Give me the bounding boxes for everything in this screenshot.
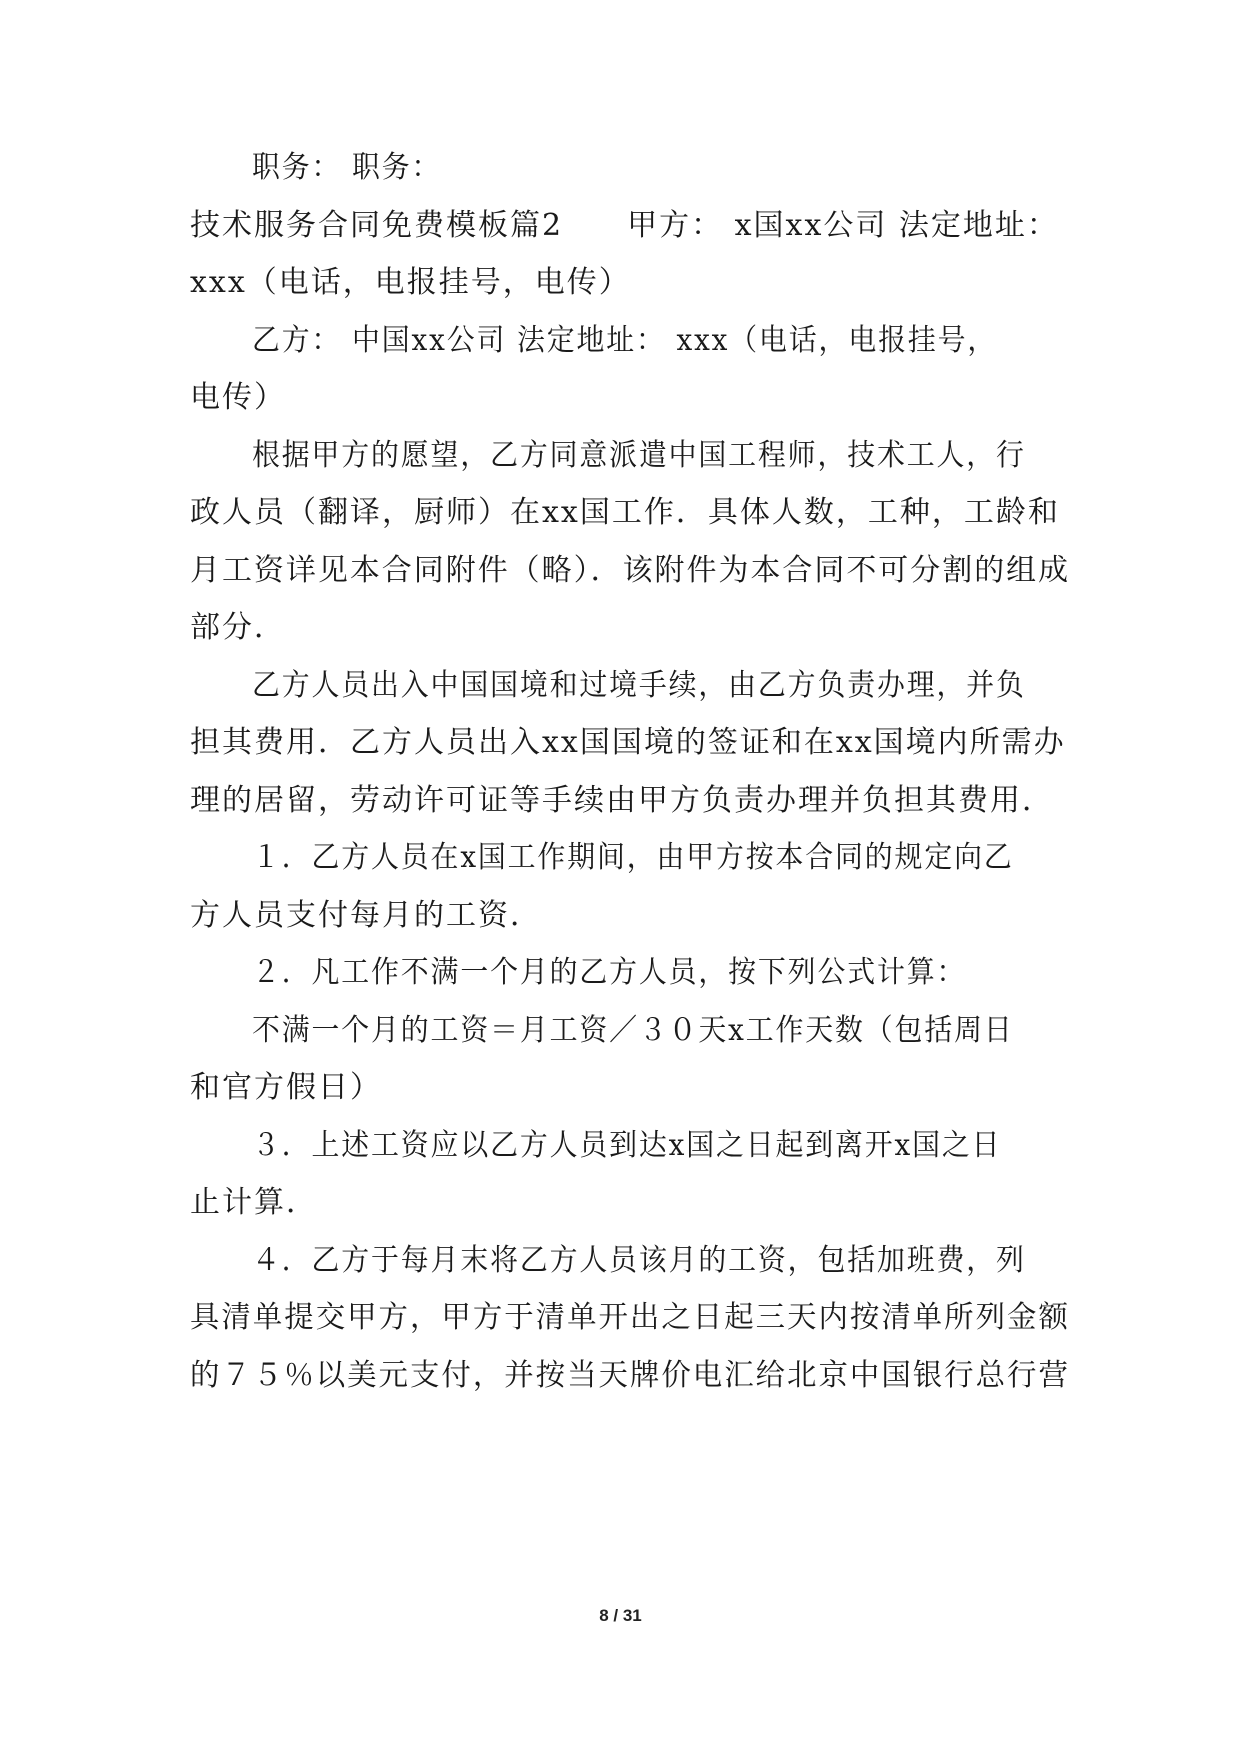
text-line-6: 根据甲方的愿望，乙方同意派遣中国工程师，技术工人，行 [252,438,1026,473]
text-line-3: xxx（电话，电报挂号，电传） [190,265,631,300]
text-line-9: 部分． [190,610,286,645]
text-line-12: 理的居留，劳动许可证等手续由甲方负责办理并负担其费用． [190,783,1054,818]
page-number: 8 / 31 [599,1606,642,1625]
text-line-20: ４．乙方于每月末将乙方人员该月的工资，包括加班费，列 [252,1243,1026,1278]
text-line-2: 技术服务合同免费模板篇2 甲方： x国xx公司 法定地址： [190,208,1059,243]
text-line-1: 职务： 职务： [252,150,442,185]
text-line-10: 乙方人员出入中国国境和过境手续，由乙方负责办理，并负 [252,668,1026,703]
text-line-11: 担其费用．乙方人员出入xx国国境的签证和在xx国境内所需办 [190,725,1066,760]
text-line-8: 月工资详见本合同附件（略）．该附件为本合同不可分割的组成 [190,553,1071,588]
text-line-19: 止计算． [190,1185,318,1220]
text-line-4: 乙方： 中国xx公司 法定地址： xxx（电话，电报挂号， [252,323,998,358]
text-line-15: ２．凡工作不满一个月的乙方人员，按下列公式计算： [252,955,967,990]
text-line-22: 的７５％以美元支付，并按当天牌价电汇给北京中国银行总行营 [190,1358,1070,1393]
text-line-5: 电传） [190,380,286,415]
text-line-17: 和官方假日） [190,1070,382,1105]
text-line-21: 具清单提交甲方，甲方于清单开出之日起三天内按清单所列金额 [190,1300,1070,1335]
text-line-16: 不满一个月的工资＝月工资／３０天x工作天数（包括周日 [252,1013,1014,1048]
text-line-14: 方人员支付每月的工资． [190,898,542,933]
text-line-18: ３．上述工资应以乙方人员到达x国之日起到离开x国之日 [252,1128,1002,1163]
text-line-7: 政人员（翻译，厨师）在xx国工作．具体人数，工种，工龄和 [190,495,1060,530]
text-line-13: １．乙方人员在x国工作期间，由甲方按本合同的规定向乙 [252,840,1014,875]
